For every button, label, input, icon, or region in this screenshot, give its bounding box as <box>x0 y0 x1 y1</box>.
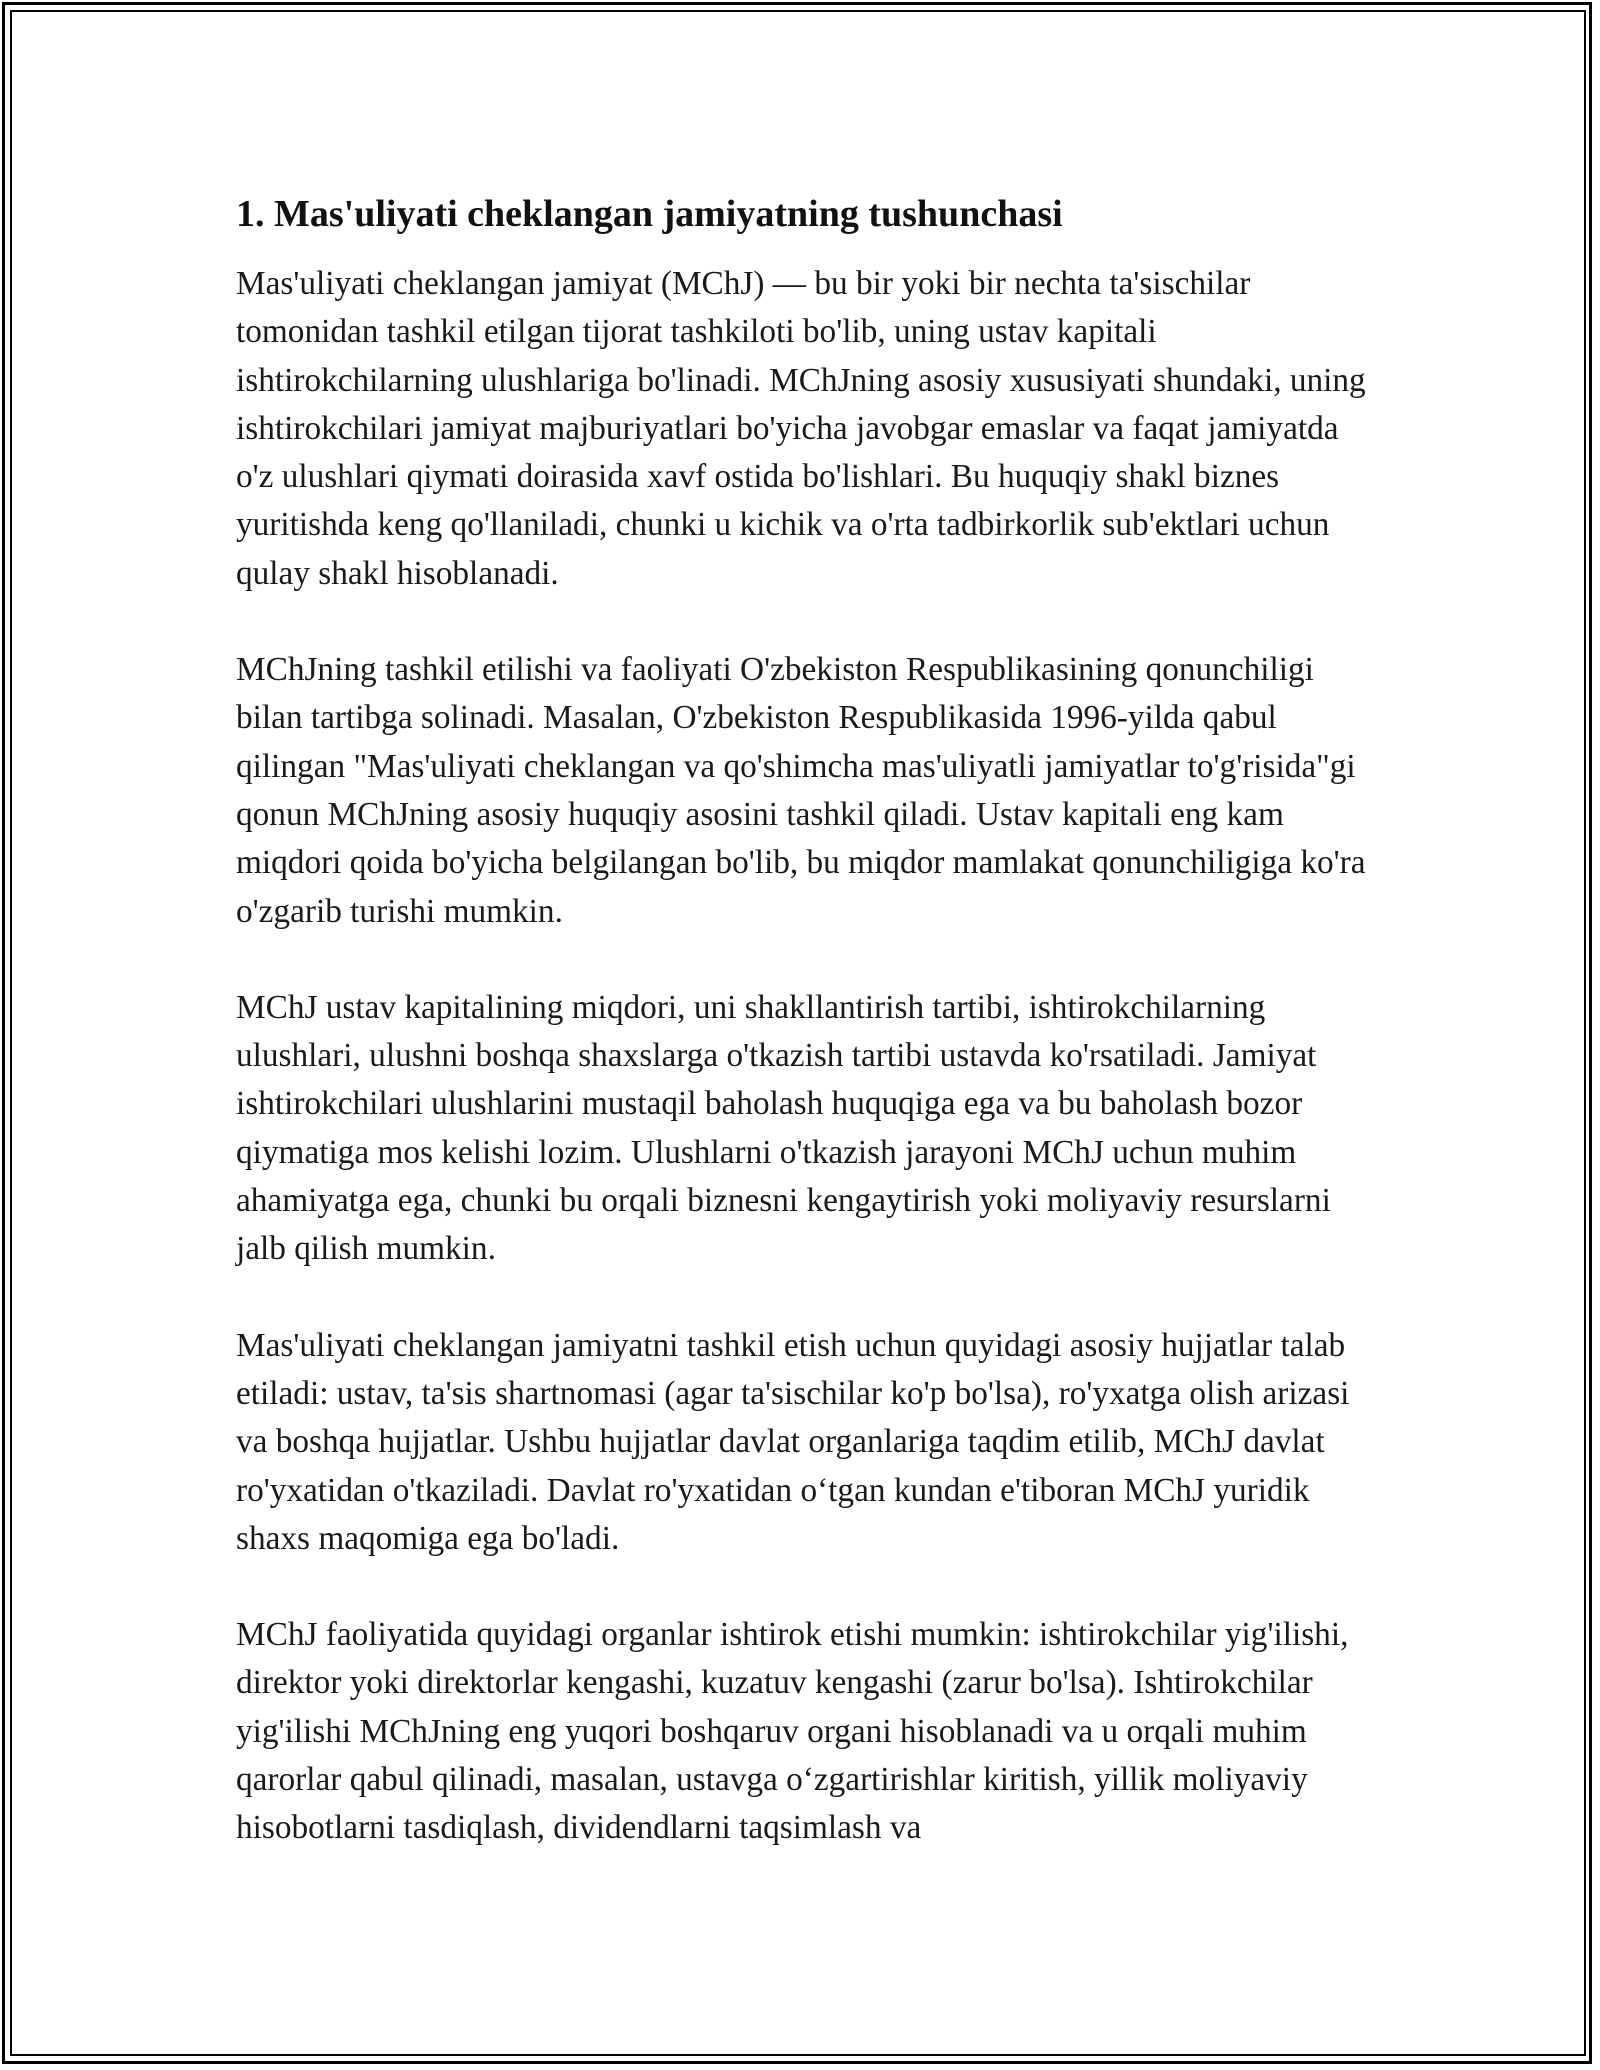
section-heading: 1. Mas'uliyati cheklangan jamiyatning tushunchasi <box>236 193 1063 235</box>
paragraph-5: MChJ faoliyatida quyidagi organlar ishtirok etishi mumkin: ishtirokchilar yig'ilishi, direktor yoki direktorlar kengashi, kuzatuv kengashi (zarur bo'lsa). Ishtirokchilar yig'ilishi MChJning eng yuqori boshqaruv organi hisoblanadi va u orqali muhim qarorlar qabul qilinadi, masalan, ustavga o‘zgartirishlar kiritish, yillik moliyaviy hisobotlarni tasdiqlash, dividendlarni taqsimlash va <box>236 1616 1349 1847</box>
document-body <box>236 186 1376 1901</box>
paragraph-4: Mas'uliyati cheklangan jamiyatni tashkil etish uchun quyidagi asosiy hujjatlar talab etiladi: ustav, ta'sis shartnomasi (agar ta'sischilar ko'p bo'lsa), ro'yxatga olish arizasi va boshqa hujjatlar. Ushbu hujjatlar davlat organlariga taqdim etilib, MChJ davlat ro'yxatidan o'tkaziladi. Davlat ro'yxatidan o‘tgan kundan e'tiboran MChJ yuridik shaxs maqomiga ega bo'ladi. <box>236 1326 1350 1557</box>
paragraph-3: MChJ ustav kapitalining miqdori, uni shakllantirish tartibi, ishtirokchilarning ulushlari, ulushni boshqa shaxslarga o'tkazish tartibi ustavda ko'rsatiladi. Jamiyat ishtirokchilari ulushlarini mustaqil baholash huquqiga ega va bu baholash bozor qiymatiga mos kelishi lozim. Ulushlarni o'tkazish jarayoni MChJ uchun muhim ahamiyatga ega, chunki bu orqali biznesni kengaytirish yoki moliyaviy resurslarni jalb qilish mumkin. <box>236 988 1331 1268</box>
paragraph-1: Mas'uliyati cheklangan jamiyat (MChJ) — bu bir yoki bir nechta ta'sischilar tomonidan tashkil etilgan tijorat tashkiloti bo'lib, uning ustav kapitali ishtirokchilarning ulushlariga bo'linadi. MChJning asosiy xususiyati shundaki, uning ishtirokchilari jamiyat majburiyatlari bo'yicha javobgar emaslar va faqat jamiyatda o'z ulushlari qiymati doirasida xavf ostida bo'lishlari. Bu huquqiy shakl biznes yuritishda keng qo'llaniladi, chunki u kichik va o'rta tadbirkorlik sub'ektlari uchun qulay shakl hisoblanadi. <box>236 265 1366 592</box>
paragraph-2: MChJning tashkil etilishi va faoliyati O'zbekiston Respublikasining qonunchiligi bilan tartibga solinadi. Masalan, O'zbekiston Respublikasida 1996-yilda qabul qilingan "Mas'uliyati cheklangan va qo'shimcha mas'uliyatli jamiyatlar to'g'risida"gi qonun MChJning asosiy huquqiy asosini tashkil qiladi. Ustav kapitali eng kam miqdori qoida bo'yicha belgilangan bo'lib, bu miqdor mamlakat qonunchiligiga ko'ra o'zgarib turishi mumkin. <box>236 651 1366 930</box>
